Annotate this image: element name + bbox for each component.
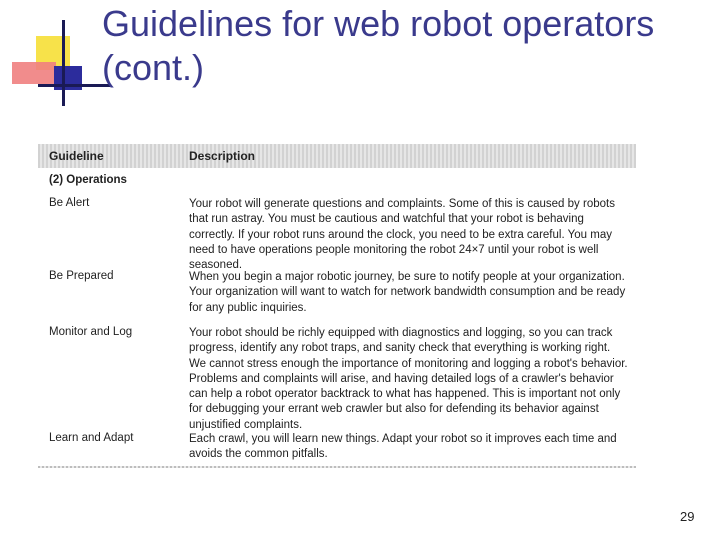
section-label: (2) Operations: [49, 174, 127, 186]
guideline-cell: Be Prepared: [49, 270, 114, 282]
logo-red-square: [12, 62, 56, 84]
slide-title: Guidelines for web robot operators (cont.): [102, 3, 655, 88]
guideline-cell: Monitor and Log: [49, 326, 133, 338]
logo-vertical-line: [62, 20, 65, 106]
guideline-cell: Learn and Adapt: [49, 432, 134, 444]
description-cell: When you begin a major robotic journey, be sure to notify people at your organization. Your organization will want to watch for network bandwidth consumption and be ready for any public inquiries.: [189, 271, 626, 314]
page-number: 29: [680, 509, 695, 524]
guidelines-table: [38, 144, 636, 468]
description-cell: Your robot will generate questions and complaints. Some of this is caused by robots that run astray. You must be cautious and watchful that your robot is behaving correctly. If your robot runs around the clock, you need to be extra careful. You may need to have operations people monitoring the robot 24×7 until your robot is well seasoned.: [189, 198, 615, 272]
description-cell: Your robot should be richly equipped with diagnostics and logging, so you can track progress, identify any robot traps, and sanity check that everything is working right. We cannot stress enough the importance of monitoring and logging a robot's behavior. Problems and complaints will arise, and having detailed logs of a crawler's behavior can help a robot operator backtrack to what has happened. This is important not only for debugging your errant web crawler but also for defending its behavior against unjustified complaints.: [189, 327, 628, 431]
table-header: [38, 144, 636, 168]
guideline-cell: Be Alert: [49, 197, 90, 209]
corner-logo: [0, 0, 110, 110]
logo-horizontal-line: [38, 84, 110, 87]
header-description: Description: [189, 149, 256, 163]
header-guideline: Guideline: [49, 149, 104, 163]
table-bottom-rule: [38, 466, 636, 468]
description-cell: Each crawl, you will learn new things. Adapt your robot so it improves each time and avoids the common pitfalls.: [189, 433, 617, 461]
